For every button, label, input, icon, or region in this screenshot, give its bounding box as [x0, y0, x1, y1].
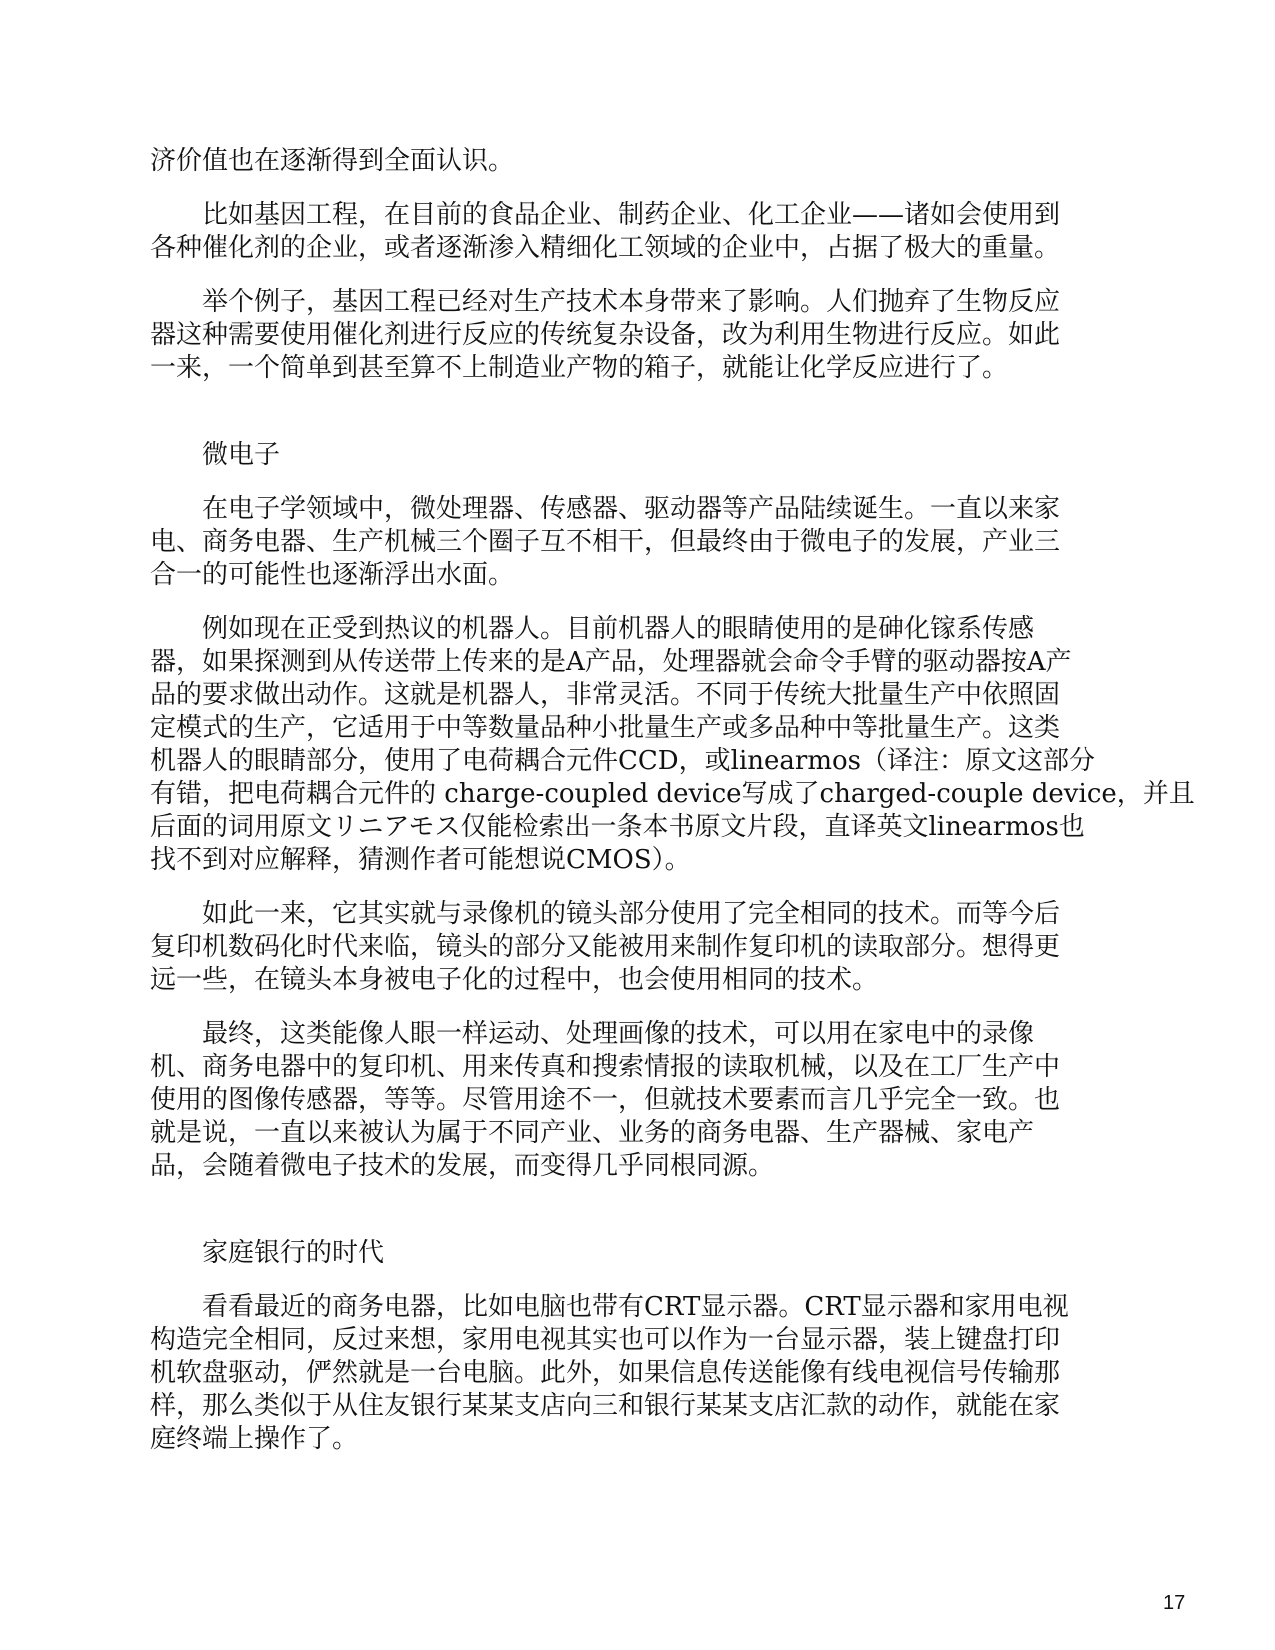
text-line: 比如基因工程，在目前的食品企业、制药企业、化工企业——诸如会使用到 — [202, 200, 1061, 230]
text-line: 机器人的眼睛部分，使用了电荷耦合元件CCD，或linearmos（译注：原文这部分 — [150, 746, 1095, 776]
text-line: 例如现在正受到热议的机器人。目前机器人的眼睛使用的是砷化镓系传感 — [202, 614, 1035, 644]
paragraph — [150, 613, 1195, 877]
paragraph — [150, 145, 1108, 178]
page-number: 17 — [1163, 1592, 1186, 1614]
text-line: 合一的可能性也逐渐浮出水面。 — [150, 560, 515, 590]
text-line: 器这种需要使用催化剂进行反应的传统复杂设备，改为利用生物进行反应。如此 — [150, 320, 1061, 350]
body-text — [150, 145, 1195, 1456]
paragraph — [150, 493, 1108, 592]
text-line: 构造完全相同，反过来想，家用电视其实也可以作为一台显示器，装上键盘打印 — [150, 1325, 1061, 1355]
text-line: 机、商务电器中的复印机、用来传真和搜索情报的读取机械，以及在工厂生产中 — [150, 1052, 1061, 1082]
text-line: 后面的词用原文リニアモス仅能检索出一条本书原文片段，直译英文linearmos也 — [150, 812, 1085, 842]
text-line: 一来，一个简单到甚至算不上制造业产物的箱子，就能让化学反应进行了。 — [150, 353, 1009, 383]
text-line: 使用的图像传感器，等等。尽管用途不一，但就技术要素而言几乎完全一致。也 — [150, 1085, 1061, 1115]
text-line: 庭终端上操作了。 — [150, 1424, 359, 1454]
text-line: 电、商务电器、生产机械三个圈子互不相干，但最终由于微电子的发展，产业三 — [150, 527, 1061, 557]
text-line: 有错，把电荷耦合元件的 charge-coupled device写成了charged-couple device，并且 — [150, 779, 1195, 809]
paragraph — [150, 1018, 1108, 1183]
text-line: 在电子学领域中，微处理器、传感器、驱动器等产品陆续诞生。一直以来家 — [202, 494, 1061, 524]
text-line: 找不到对应解释，猜测作者可能想说CMOS）。 — [150, 845, 691, 875]
text-line: 远一些，在镜头本身被电子化的过程中，也会使用相同的技术。 — [150, 965, 879, 995]
text-line: 各种催化剂的企业，或者逐渐渗入精细化工领域的企业中，占据了极大的重量。 — [150, 233, 1061, 263]
paragraph — [150, 286, 1108, 385]
text-line: 最终，这类能像人眼一样运动、处理画像的技术，可以用在家电中的录像 — [202, 1019, 1035, 1049]
text-line: 定模式的生产，它适用于中等数量品种小批量生产或多品种中等批量生产。这类 — [150, 713, 1061, 743]
paragraph — [150, 199, 1108, 265]
section-heading: 微电子 — [202, 440, 281, 470]
text-line: 品，会随着微电子技术的发展，而变得几乎同根同源。 — [150, 1151, 775, 1181]
text-line: 如此一来，它其实就与录像机的镜头部分使用了完全相同的技术。而等今后 — [202, 899, 1061, 929]
text-line: 品的要求做出动作。这就是机器人，非常灵活。不同于传统大批量生产中依照固 — [150, 680, 1061, 710]
paragraph — [150, 898, 1108, 997]
text-line: 复印机数码化时代来临，镜头的部分又能被用来制作复印机的读取部分。想得更 — [150, 932, 1061, 962]
text-line: 举个例子，基因工程已经对生产技术本身带来了影响。人们抛弃了生物反应 — [202, 287, 1061, 317]
section-heading: 家庭银行的时代 — [202, 1238, 385, 1268]
paragraph — [150, 1291, 1108, 1456]
text-line: 就是说，一直以来被认为属于不同产业、业务的商务电器、生产器械、家电产 — [150, 1118, 1035, 1148]
text-line: 器，如果探测到从传送带上传来的是A产品，处理器就会命令手臂的驱动器按A产 — [150, 647, 1072, 677]
text-line: 机软盘驱动，俨然就是一台电脑。此外，如果信息传送能像有线电视信号传输那 — [150, 1358, 1061, 1388]
text-line: 样，那么类似于从住友银行某某支店向三和银行某某支店汇款的动作，就能在家 — [150, 1391, 1061, 1421]
text-line: 济价值也在逐渐得到全面认识。 — [150, 146, 515, 176]
text-line: 看看最近的商务电器，比如电脑也带有CRT显示器。CRT显示器和家用电视 — [202, 1292, 1069, 1322]
